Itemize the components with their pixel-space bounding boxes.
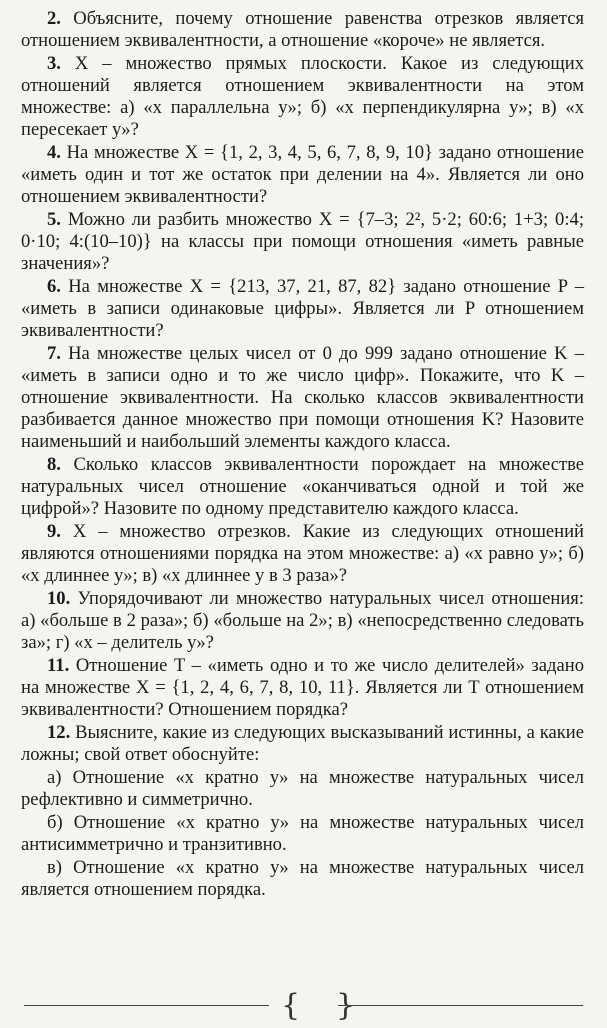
exercise-number: 12.: [47, 722, 71, 743]
page-footer-ornament: [24, 990, 583, 1026]
exercise-number: 4.: [47, 142, 61, 163]
exercise-4: [21, 142, 584, 208]
exercise-number: 9.: [47, 521, 61, 542]
exercise-number: 2.: [47, 8, 61, 29]
exercise-text: На множестве целых чисел от 0 до 999 задано отношение K – «иметь в записи одно и то же число цифр». Покажите, что K – отношение эквивалентности. На сколько классов эквивалентности разбивается данное множество при помощи отношения K? Назовите наименьший и наибольший элементы каждого класса.: [21, 343, 584, 452]
exercise-text: Отношение T – «иметь одно и то же число делителей» задано на множестве X = {1, 2, 4, 6, 7, 8, 10, 11}. Является ли T отношением эквивалентности? Отношением порядка?: [21, 655, 584, 720]
exercise-8: [21, 454, 584, 520]
exercise-6: [21, 276, 584, 342]
exercise-text: Сколько классов эквивалентности порождает на множестве натуральных чисел отношение «оканчиваться одной и той же цифрой»? Назовите по одному представителю каждого класса.: [21, 454, 584, 519]
exercise-7: [21, 343, 584, 453]
exercise-text: На множестве X = {213, 37, 21, 87, 82} задано отношение P – «иметь в записи одинаковые цифры». Является ли P отношением эквивалентности?: [21, 276, 584, 341]
exercise-12-item-c: в) Отношение «x кратно y» на множестве натуральных чисел является отношением порядка.: [21, 857, 584, 900]
exercise-number: 8.: [47, 454, 61, 475]
exercise-number: 3.: [47, 53, 61, 74]
exercise-12-item-a: а) Отношение «x кратно y» на множестве натуральных чисел рефлективно и симметрично.: [21, 767, 584, 810]
footer-left-bracket: {: [281, 988, 301, 1023]
exercise-12-item-b: б) Отношение «x кратно y» на множестве натуральных чисел антисимметрично и транзитивно.: [21, 812, 584, 855]
exercise-2: [21, 8, 584, 52]
exercise-text: X – множество отрезков. Какие из следующих отношений являются отношениями порядка на этом множестве: а) «x равно y»; б) «x длиннее y»; в) «x длиннее y в 3 раза»?: [21, 521, 584, 586]
page-content: [21, 8, 584, 902]
exercise-text: Выясните, какие из следующих высказываний истинны, а какие ложны; свой ответ обоснуйте:: [21, 722, 584, 765]
exercise-number: 6.: [47, 276, 61, 297]
exercise-12: [21, 722, 584, 766]
exercise-text: X – множество прямых плоскости. Какое из следующих отношений является отношением эквивалентности на этом множестве: а) «x параллельна y»; б) «x перпендикулярна y»; в) «x пересекает y»?: [21, 53, 584, 140]
exercise-11: [21, 655, 584, 721]
footer-rule-right: [338, 1005, 583, 1006]
exercise-3: [21, 53, 584, 141]
exercise-9: [21, 521, 584, 587]
exercise-number: 5.: [47, 209, 61, 230]
exercise-number: 10.: [47, 588, 71, 609]
exercise-text: Можно ли разбить множество X = {7–3; 2², 5·2; 60:6; 1+3; 0:4; 0·10; 4:(10–10)} на классы при помощи отношения «иметь равные значения»?: [21, 209, 584, 274]
footer-rule-left: [24, 1005, 269, 1006]
exercise-text: Объясните, почему отношение равенства отрезков является отношением эквивалентности, а отношение «короче» не является.: [21, 8, 584, 51]
footer-right-bracket: }: [336, 988, 356, 1023]
exercise-5: [21, 209, 584, 275]
exercise-number: 11.: [47, 655, 70, 676]
exercise-number: 7.: [47, 343, 61, 364]
exercise-text: Упорядочивают ли множество натуральных чисел отношения: а) «больше в 2 раза»; б) «больше на 2»; в) «непосредственно следовать за»; г) «x – делитель y»?: [21, 588, 584, 653]
exercise-text: На множестве X = {1, 2, 3, 4, 5, 6, 7, 8, 9, 10} задано отношение «иметь один и тот же остаток при делении на 4». Является ли оно отношением эквивалентности?: [21, 142, 584, 207]
exercise-10: [21, 588, 584, 654]
